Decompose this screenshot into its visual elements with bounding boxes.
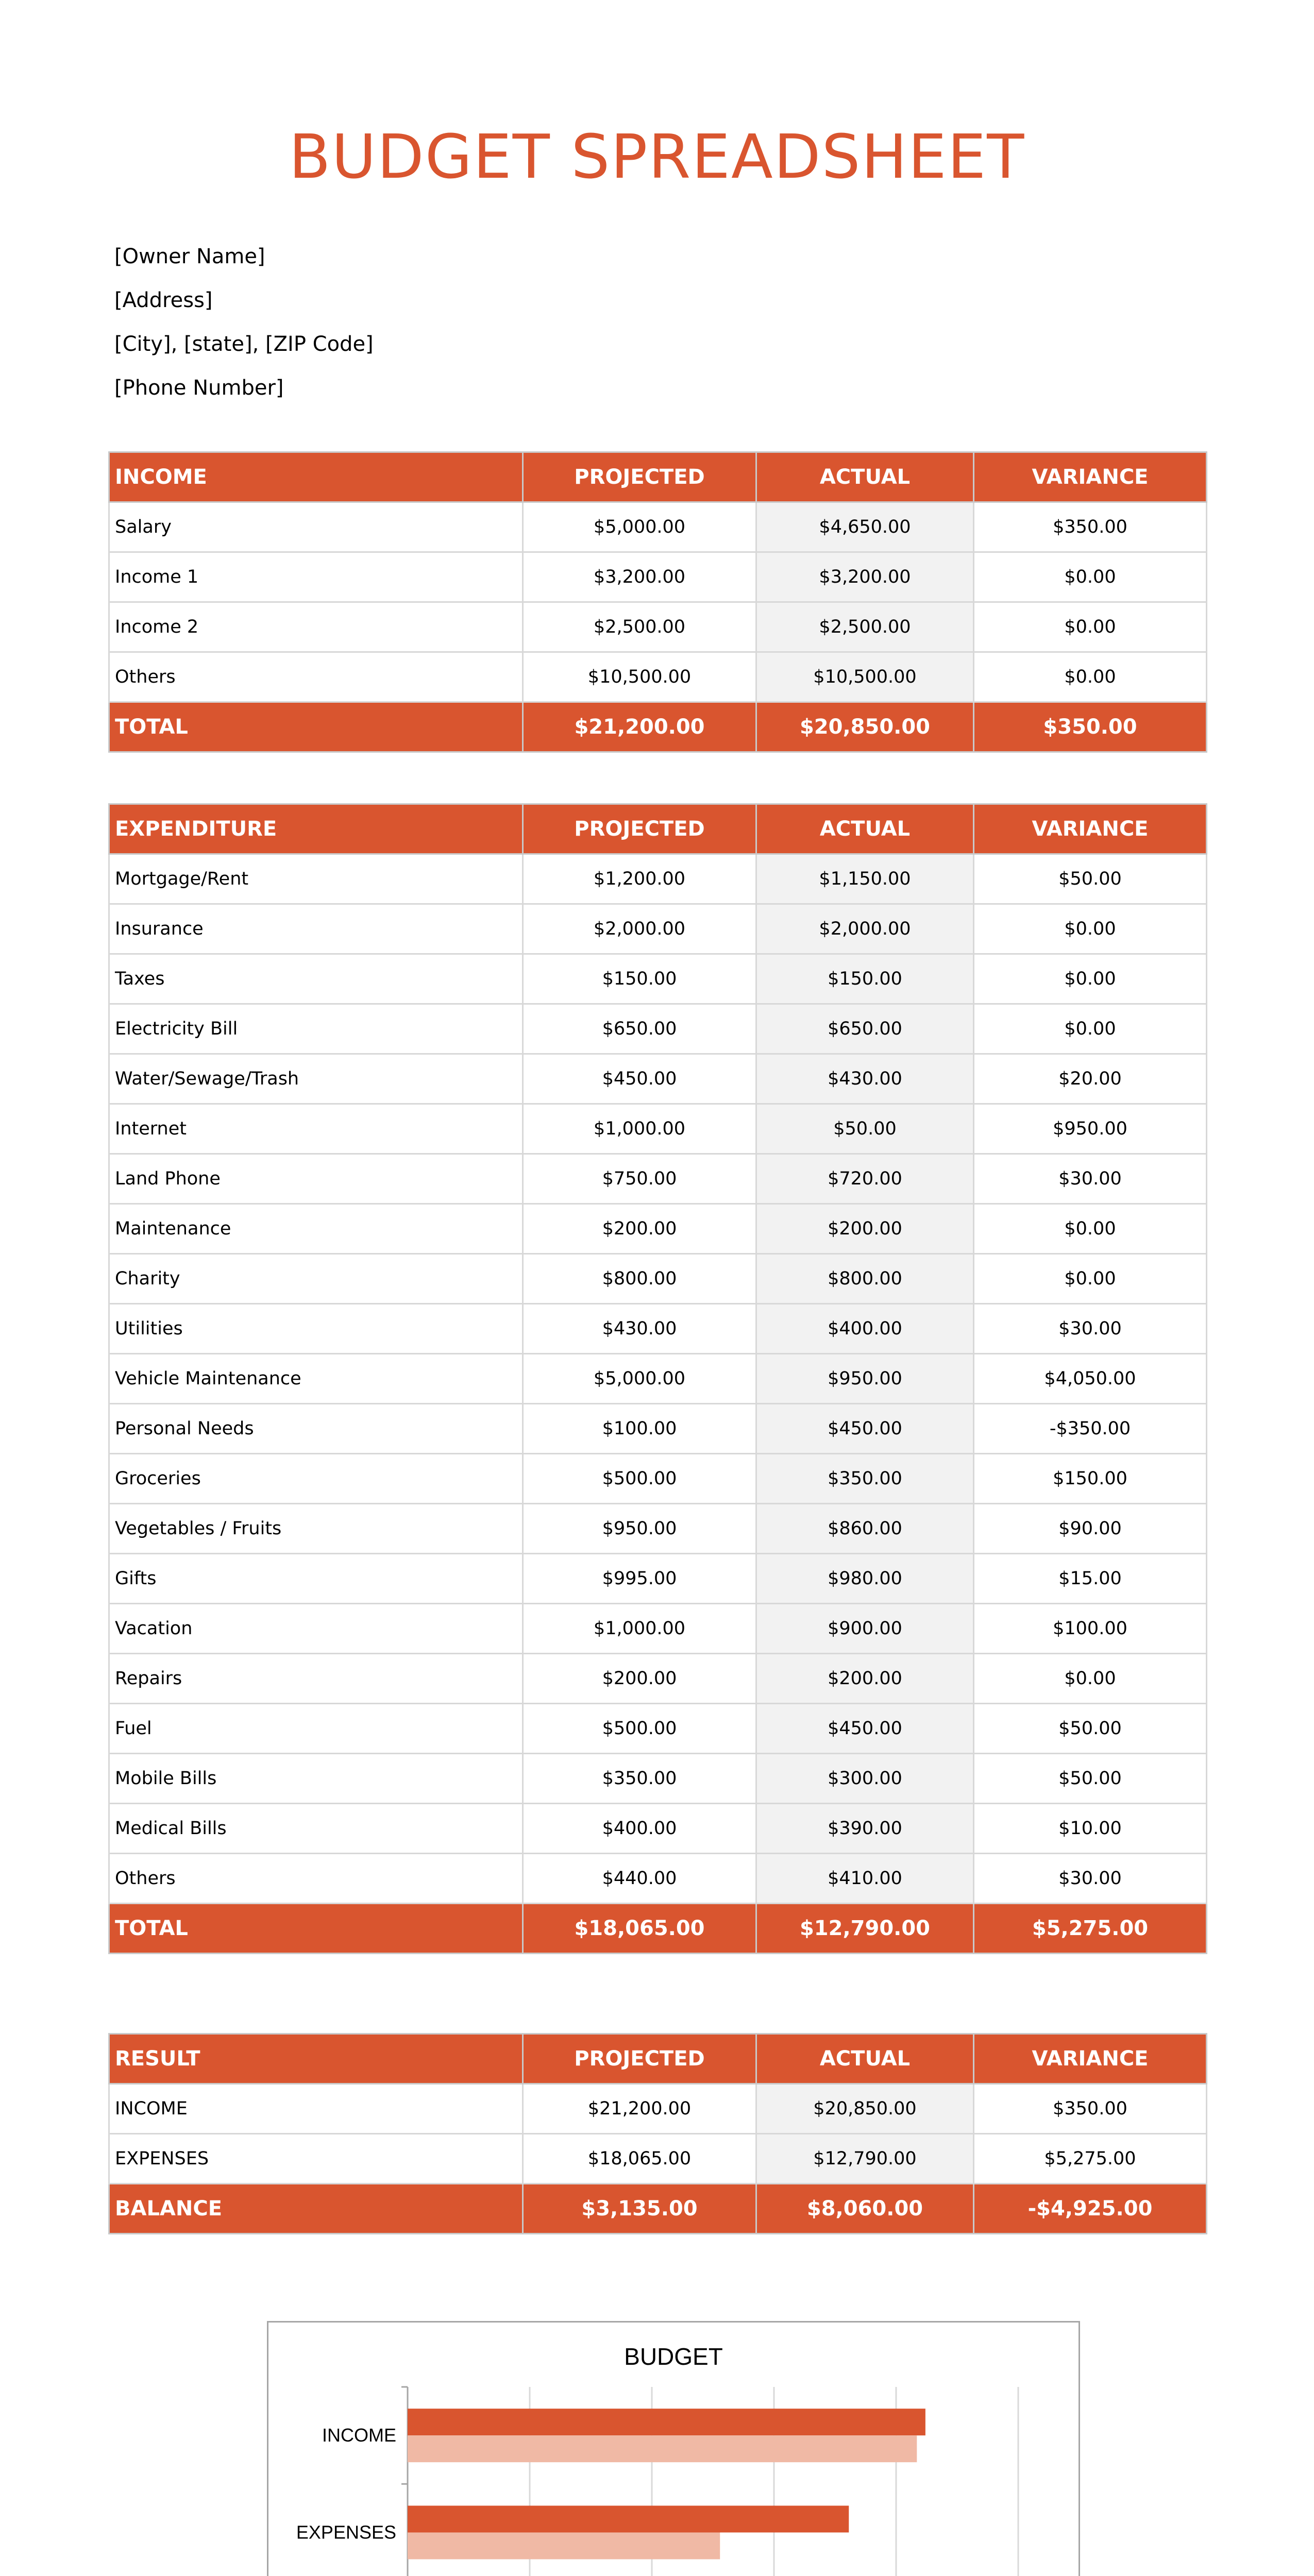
result-cell-actual: $20,850.00 [756, 2084, 974, 2134]
result-header-label: RESULT [109, 2034, 523, 2084]
expenditure-cell-projected: $5,000.00 [523, 1354, 756, 1404]
income-cell-variance: $350.00 [974, 502, 1207, 552]
expenditure-cell-actual: $350.00 [756, 1454, 974, 1504]
expenditure-cell-projected: $1,000.00 [523, 1104, 756, 1154]
result-cell-label: EXPENSES [109, 2134, 523, 2184]
expenditure-cell-variance: $100.00 [974, 1604, 1207, 1654]
expenditure-cell-variance: $4,050.00 [974, 1354, 1207, 1404]
expenditure-cell-label: Internet [109, 1104, 523, 1154]
result-cell-variance: $350.00 [974, 2084, 1207, 2134]
expenditure-cell-variance: -$350.00 [974, 1404, 1207, 1454]
table-row [109, 2084, 1207, 2134]
expenditure-cell-projected: $350.00 [523, 1754, 756, 1804]
income-total-row [109, 702, 1207, 752]
expenditure-cell-actual: $650.00 [756, 1004, 974, 1054]
expenditure-cell-label: Gifts [109, 1554, 523, 1604]
expenditure-cell-actual: $720.00 [756, 1154, 974, 1204]
expenditure-header-row [109, 804, 1207, 854]
expenditure-cell-projected: $995.00 [523, 1554, 756, 1604]
expenditure-cell-actual: $50.00 [756, 1104, 974, 1154]
expenditure-cell-projected: $1,200.00 [523, 854, 756, 904]
table-row [109, 904, 1207, 954]
expenditure-cell-actual: $410.00 [756, 1854, 974, 1904]
bar-projected [408, 2506, 849, 2533]
income-total-label: TOTAL [109, 702, 523, 752]
expenditure-cell-projected: $450.00 [523, 1054, 756, 1104]
expenditure-cell-label: Mortgage/Rent [109, 854, 523, 904]
expenditure-cell-variance: $90.00 [974, 1504, 1207, 1554]
income-cell-variance: $0.00 [974, 602, 1207, 652]
expenditure-cell-actual: $1,150.00 [756, 854, 974, 904]
expenditure-total-actual: $12,790.00 [756, 1904, 974, 1954]
income-cell-label: Others [109, 652, 523, 702]
expenditure-cell-variance: $50.00 [974, 854, 1207, 904]
expenditure-cell-label: Repairs [109, 1654, 523, 1704]
table-row [109, 1604, 1207, 1654]
table-row [109, 1004, 1207, 1054]
expenditure-cell-label: Vegetables / Fruits [109, 1504, 523, 1554]
address-line: [Address] [114, 289, 213, 312]
table-row [109, 1054, 1207, 1104]
expenditure-cell-variance: $0.00 [974, 1004, 1207, 1054]
expenditure-cell-label: Groceries [109, 1454, 523, 1504]
income-total-actual: $20,850.00 [756, 702, 974, 752]
expenditure-cell-projected: $500.00 [523, 1704, 756, 1754]
expenditure-cell-actual: $900.00 [756, 1604, 974, 1654]
expenditure-cell-projected: $2,000.00 [523, 904, 756, 954]
expenditure-cell-label: Water/Sewage/Trash [109, 1054, 523, 1104]
table-row [109, 1854, 1207, 1904]
result-total-row [109, 2184, 1207, 2234]
result-cell-projected: $18,065.00 [523, 2134, 756, 2184]
expenditure-cell-actual: $300.00 [756, 1754, 974, 1804]
bar-projected [408, 2409, 925, 2435]
income-total-variance: $350.00 [974, 702, 1207, 752]
expenditure-cell-actual: $860.00 [756, 1504, 974, 1554]
expenditure-cell-projected: $150.00 [523, 954, 756, 1004]
expenditure-cell-projected: $430.00 [523, 1304, 756, 1354]
expenditure-cell-variance: $0.00 [974, 1654, 1207, 1704]
expenditure-cell-variance: $950.00 [974, 1104, 1207, 1154]
table-row [109, 602, 1207, 652]
expenditure-cell-variance: $0.00 [974, 904, 1207, 954]
result-header-variance: VARIANCE [974, 2034, 1207, 2084]
income-cell-actual: $4,650.00 [756, 502, 974, 552]
table-row [109, 1754, 1207, 1804]
expenditure-total-row [109, 1904, 1207, 1954]
expenditure-cell-projected: $100.00 [523, 1404, 756, 1454]
bar-actual [408, 2533, 720, 2560]
expenditure-cell-variance: $10.00 [974, 1804, 1207, 1854]
table-row [109, 1804, 1207, 1854]
table-row [109, 1654, 1207, 1704]
income-cell-label: Income 2 [109, 602, 523, 652]
expenditure-cell-actual: $800.00 [756, 1254, 974, 1304]
income-cell-variance: $0.00 [974, 552, 1207, 602]
expenditure-cell-actual: $450.00 [756, 1404, 974, 1454]
city-state-zip-line: [City], [state], [ZIP Code] [114, 332, 374, 356]
result-cell-projected: $21,200.00 [523, 2084, 756, 2134]
expenditure-cell-variance: $0.00 [974, 1204, 1207, 1254]
expenditure-cell-projected: $1,000.00 [523, 1604, 756, 1654]
expenditure-cell-label: Utilities [109, 1304, 523, 1354]
table-row [109, 854, 1207, 904]
table-row [109, 502, 1207, 552]
income-cell-projected: $2,500.00 [523, 602, 756, 652]
table-row [109, 1704, 1207, 1754]
table-row [109, 1354, 1207, 1404]
page-title: BUDGET SPREADSHEET [289, 121, 1025, 192]
expenditure-total-variance: $5,275.00 [974, 1904, 1207, 1954]
expenditure-header-actual: ACTUAL [756, 804, 974, 854]
table-row [109, 1504, 1207, 1554]
table-row [109, 652, 1207, 702]
income-header-variance: VARIANCE [974, 452, 1207, 502]
income-cell-actual: $2,500.00 [756, 602, 974, 652]
income-cell-projected: $3,200.00 [523, 552, 756, 602]
expenditure-cell-projected: $200.00 [523, 1654, 756, 1704]
income-cell-projected: $5,000.00 [523, 502, 756, 552]
expenditure-cell-projected: $400.00 [523, 1804, 756, 1854]
expenditure-cell-label: Vehicle Maintenance [109, 1354, 523, 1404]
category-label: EXPENSES [296, 2521, 396, 2543]
expenditure-cell-variance: $15.00 [974, 1554, 1207, 1604]
expenditure-cell-label: Medical Bills [109, 1804, 523, 1854]
income-header-row [109, 452, 1207, 502]
table-row [109, 1104, 1207, 1154]
expenditure-cell-variance: $30.00 [974, 1154, 1207, 1204]
expenditure-cell-actual: $430.00 [756, 1054, 974, 1104]
expenditure-cell-projected: $950.00 [523, 1504, 756, 1554]
chart-title: BUDGET [624, 2343, 723, 2370]
expenditure-cell-variance: $50.00 [974, 1704, 1207, 1754]
income-table [108, 451, 1207, 753]
expenditure-cell-projected: $440.00 [523, 1854, 756, 1904]
income-cell-variance: $0.00 [974, 652, 1207, 702]
expenditure-cell-label: Vacation [109, 1604, 523, 1654]
expenditure-cell-projected: $200.00 [523, 1204, 756, 1254]
table-row [109, 2134, 1207, 2184]
result-total-label: BALANCE [109, 2184, 523, 2234]
expenditure-cell-actual: $390.00 [756, 1804, 974, 1854]
expenditure-cell-projected: $750.00 [523, 1154, 756, 1204]
income-cell-label: Income 1 [109, 552, 523, 602]
bar-actual [408, 2435, 917, 2462]
expenditure-header-label: EXPENDITURE [109, 804, 523, 854]
expenditure-table [108, 803, 1207, 1954]
income-header-label: INCOME [109, 452, 523, 502]
expenditure-cell-projected: $650.00 [523, 1004, 756, 1054]
expenditure-cell-actual: $400.00 [756, 1304, 974, 1354]
result-cell-actual: $12,790.00 [756, 2134, 974, 2184]
expenditure-cell-label: Insurance [109, 904, 523, 954]
income-cell-label: Salary [109, 502, 523, 552]
expenditure-cell-label: Personal Needs [109, 1404, 523, 1454]
table-row [109, 552, 1207, 602]
expenditure-header-projected: PROJECTED [523, 804, 756, 854]
income-cell-actual: $3,200.00 [756, 552, 974, 602]
expenditure-cell-variance: $30.00 [974, 1304, 1207, 1354]
result-cell-label: INCOME [109, 2084, 523, 2134]
table-row [109, 1204, 1207, 1254]
expenditure-cell-variance: $20.00 [974, 1054, 1207, 1104]
expenditure-cell-variance: $30.00 [974, 1854, 1207, 1904]
phone-number-line: [Phone Number] [114, 376, 284, 400]
table-row [109, 1404, 1207, 1454]
table-row [109, 1154, 1207, 1204]
expenditure-header-variance: VARIANCE [974, 804, 1207, 854]
expenditure-total-projected: $18,065.00 [523, 1904, 756, 1954]
expenditure-cell-variance: $150.00 [974, 1454, 1207, 1504]
expenditure-cell-actual: $2,000.00 [756, 904, 974, 954]
result-table [108, 2033, 1207, 2234]
table-row [109, 1304, 1207, 1354]
income-total-projected: $21,200.00 [523, 702, 756, 752]
expenditure-cell-label: Taxes [109, 954, 523, 1004]
expenditure-cell-label: Land Phone [109, 1154, 523, 1204]
category-label: INCOME [322, 2425, 396, 2446]
income-cell-actual: $10,500.00 [756, 652, 974, 702]
result-header-row [109, 2034, 1207, 2084]
expenditure-cell-actual: $200.00 [756, 1654, 974, 1704]
expenditure-cell-variance: $0.00 [974, 954, 1207, 1004]
expenditure-cell-label: Maintenance [109, 1204, 523, 1254]
result-total-variance: -$4,925.00 [974, 2184, 1207, 2234]
expenditure-cell-label: Mobile Bills [109, 1754, 523, 1804]
expenditure-cell-variance: $50.00 [974, 1754, 1207, 1804]
expenditure-cell-projected: $500.00 [523, 1454, 756, 1504]
table-row [109, 954, 1207, 1004]
result-header-actual: ACTUAL [756, 2034, 974, 2084]
result-total-actual: $8,060.00 [756, 2184, 974, 2234]
expenditure-cell-label: Electricity Bill [109, 1004, 523, 1054]
table-row [109, 1254, 1207, 1304]
income-header-actual: ACTUAL [756, 452, 974, 502]
budget-chart [267, 2321, 1080, 2576]
expenditure-cell-actual: $200.00 [756, 1204, 974, 1254]
expenditure-cell-variance: $0.00 [974, 1254, 1207, 1304]
expenditure-cell-actual: $980.00 [756, 1554, 974, 1604]
expenditure-cell-label: Charity [109, 1254, 523, 1304]
income-header-projected: PROJECTED [523, 452, 756, 502]
expenditure-cell-actual: $450.00 [756, 1704, 974, 1754]
owner-name-line: [Owner Name] [114, 245, 265, 268]
income-cell-projected: $10,500.00 [523, 652, 756, 702]
expenditure-cell-actual: $150.00 [756, 954, 974, 1004]
expenditure-cell-projected: $800.00 [523, 1254, 756, 1304]
result-cell-variance: $5,275.00 [974, 2134, 1207, 2184]
budget-chart-svg [268, 2323, 1079, 2576]
expenditure-cell-actual: $950.00 [756, 1354, 974, 1404]
table-row [109, 1554, 1207, 1604]
expenditure-total-label: TOTAL [109, 1904, 523, 1954]
result-header-projected: PROJECTED [523, 2034, 756, 2084]
expenditure-cell-label: Fuel [109, 1704, 523, 1754]
table-row [109, 1454, 1207, 1504]
expenditure-cell-label: Others [109, 1854, 523, 1904]
result-total-projected: $3,135.00 [523, 2184, 756, 2234]
